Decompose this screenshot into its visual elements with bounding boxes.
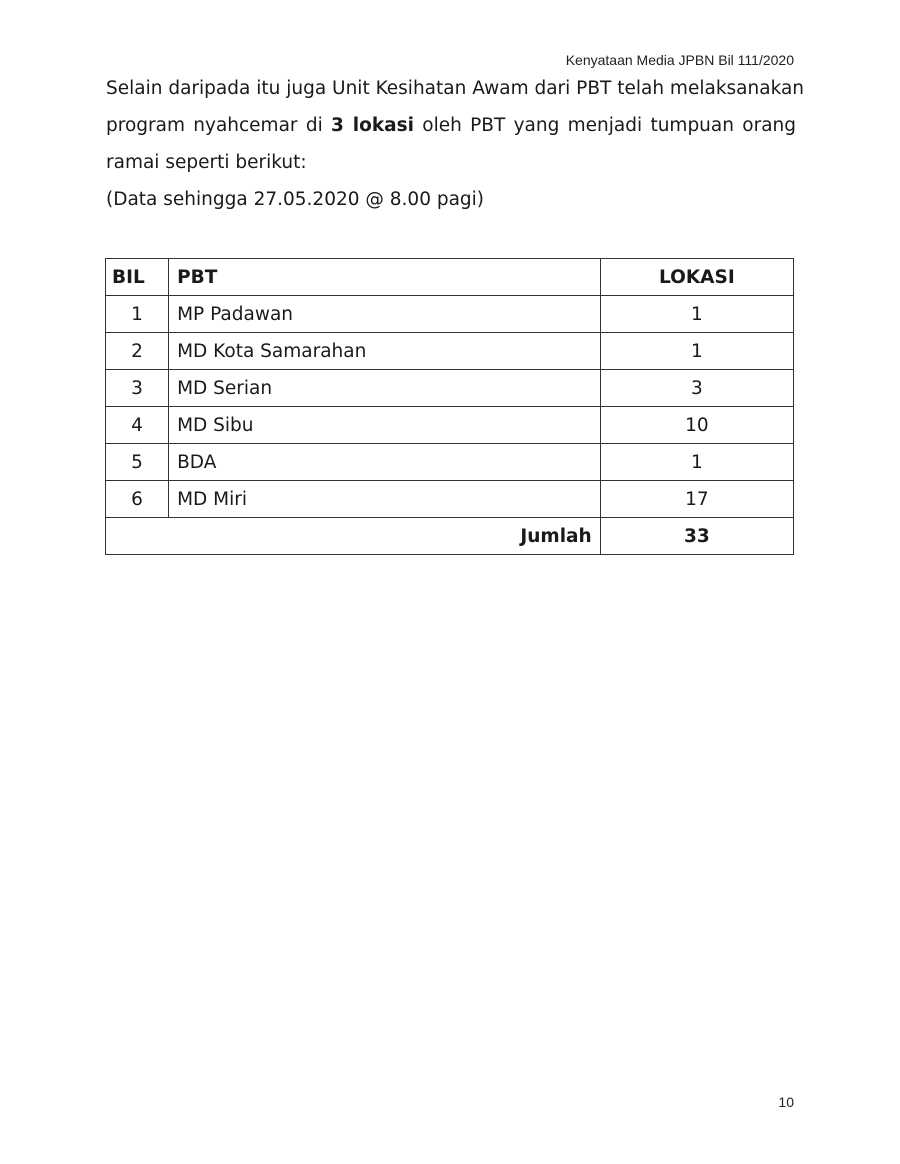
table-row — [106, 481, 794, 518]
table-row — [106, 370, 794, 407]
total-value: 33 — [600, 518, 793, 555]
row-lokasi: 1 — [600, 444, 793, 481]
pbt-location-table — [105, 258, 794, 555]
table-total-row — [106, 518, 794, 555]
page-number: 10 — [778, 1094, 794, 1110]
row-pbt: MD Serian — [169, 370, 601, 407]
table-row — [106, 296, 794, 333]
body-line-2-end: oleh PBT yang menjadi tumpuan orang — [413, 115, 797, 136]
row-bil: 3 — [106, 370, 169, 407]
row-pbt: BDA — [169, 444, 601, 481]
row-pbt: MD Sibu — [169, 407, 601, 444]
row-bil: 6 — [106, 481, 169, 518]
document-reference: Kenyataan Media JPBN Bil 111/2020 — [565, 52, 794, 68]
body-line-1: Selain daripada itu juga Unit Kesihatan Awam dari PBT telah melaksanakan — [106, 78, 805, 99]
body-line-2-start: program nyahcemar di — [106, 115, 332, 136]
table-row — [106, 444, 794, 481]
total-label: Jumlah — [106, 518, 601, 555]
row-pbt: MD Kota Samarahan — [169, 333, 601, 370]
body-emphasis: 3 lokasi — [331, 115, 414, 136]
table-header-row — [106, 259, 794, 296]
header-lokasi: LOKASI — [600, 259, 793, 296]
table-row — [106, 333, 794, 370]
data-date-note: (Data sehingga 27.05.2020 @ 8.00 pagi) — [106, 189, 485, 210]
body-line-3: ramai seperti berikut: — [106, 152, 307, 173]
row-bil: 5 — [106, 444, 169, 481]
row-lokasi: 1 — [600, 333, 793, 370]
row-lokasi: 10 — [600, 407, 793, 444]
row-pbt: MD Miri — [169, 481, 601, 518]
row-bil: 2 — [106, 333, 169, 370]
body-line-2 — [106, 107, 796, 144]
row-pbt: MP Padawan — [169, 296, 601, 333]
header-bil: BIL — [106, 259, 169, 296]
row-lokasi: 1 — [600, 296, 793, 333]
header-pbt: PBT — [169, 259, 601, 296]
row-bil: 1 — [106, 296, 169, 333]
row-lokasi: 17 — [600, 481, 793, 518]
table-row — [106, 407, 794, 444]
body-paragraph — [106, 70, 805, 181]
row-lokasi: 3 — [600, 370, 793, 407]
row-bil: 4 — [106, 407, 169, 444]
